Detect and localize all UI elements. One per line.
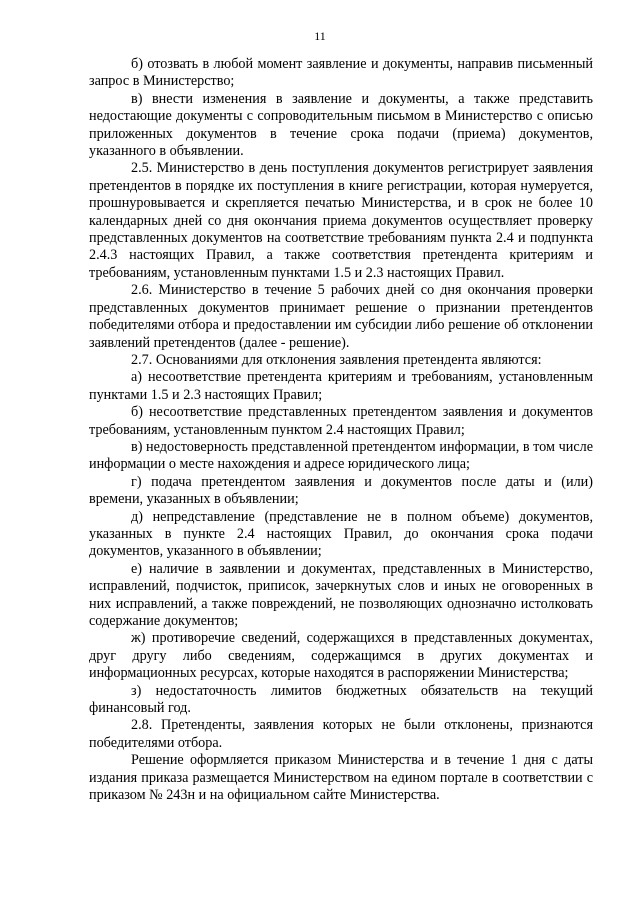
paragraph-2-5: 2.5. Министерство в день поступления документов регистрирует заявления претендентов в порядке их поступления в книге регистрации, которая нумеруется, прошнуровывается и скрепляется печатью Министерства, и в срок не более 10 календарных дней со дня окончания приема документов осуществляет проверку представленных документов на соответствие требованиям пункта 2.4 и подпункта 2.4.3 настоящих Правил, а также соответствия претендента критериям и требованиям, установленным пунктами 1.5 и 2.3 настоящих Правил.: [89, 160, 593, 281]
paragraph-2-7-z: з) недостаточность лимитов бюджетных обязательств на текущий финансовый год.: [89, 682, 593, 717]
paragraph-amend: в) внести изменения в заявление и документы, а также представить недостающие документы с сопроводительным письмом в Министерство с описью приложенных документов в течение срока подачи (приема) документов, указанного в объявлении.: [89, 90, 593, 160]
paragraph-2-7-zh: ж) противоречие сведений, содержащихся в представленных документах, друг другу либо сведениям, содержащимся в других документах и информационных ресурсах, которые находятся в распоряжении Министерства;: [89, 630, 593, 682]
paragraph-2-7-a: а) несоответствие претендента критериям и требованиям, установленным пунктами 1.5 и 2.3 настоящих Правил;: [89, 369, 593, 403]
page-number: 11: [314, 29, 326, 43]
paragraph-2-7-v: в) недостоверность представленной претендентом информации, в том числе информации о месте нахождения и адресе юридического лица;: [89, 438, 593, 473]
paragraph-2-7-e: е) наличие в заявлении и документах, представленных в Министерство, исправлений, подчисток, приписок, зачеркнутых слов и иных не оговоренных в них исправлений, а также повреждений, не позволяющих однозначно истолковать содержание документов;: [89, 560, 593, 629]
document-body: [89, 56, 593, 804]
paragraph-2-7: 2.7. Основаниями для отклонения заявления претендента являются:: [131, 351, 542, 368]
paragraph-2-7-d: д) непредставление (представление не в полном объеме) документов, указанных в пункте 2.4 настоящих Правил, до окончания срока подачи документов, указанного в объявлении;: [89, 508, 593, 560]
paragraph-decision: Решение оформляется приказом Министерства и в течение 1 дня с даты издания приказа размещается Министерством на едином портале в соответствии с приказом № 243н и на официальном сайте Министерства.: [89, 752, 593, 804]
paragraph-2-7-g: г) подача претендентом заявления и документов после даты и (или) времени, указанных в объявлении;: [89, 473, 593, 508]
paragraph-withdraw: б) отозвать в любой момент заявление и документы, направив письменный запрос в Министерство;: [89, 56, 593, 90]
paragraph-2-7-b: б) несоответствие представленных претендентом заявления и документов требованиям, установленным пунктом 2.4 настоящих Правил;: [89, 404, 593, 438]
paragraph-2-8: 2.8. Претенденты, заявления которых не были отклонены, признаются победителями отбора.: [89, 717, 593, 751]
paragraph-2-6: 2.6. Министерство в течение 5 рабочих дней со дня окончания проверки представленных документов принимает решение о признании претендентов победителями отбора и предоставлении им субсидии либо решение об отклонении заявлений претендентов (далее - решение).: [89, 282, 593, 351]
